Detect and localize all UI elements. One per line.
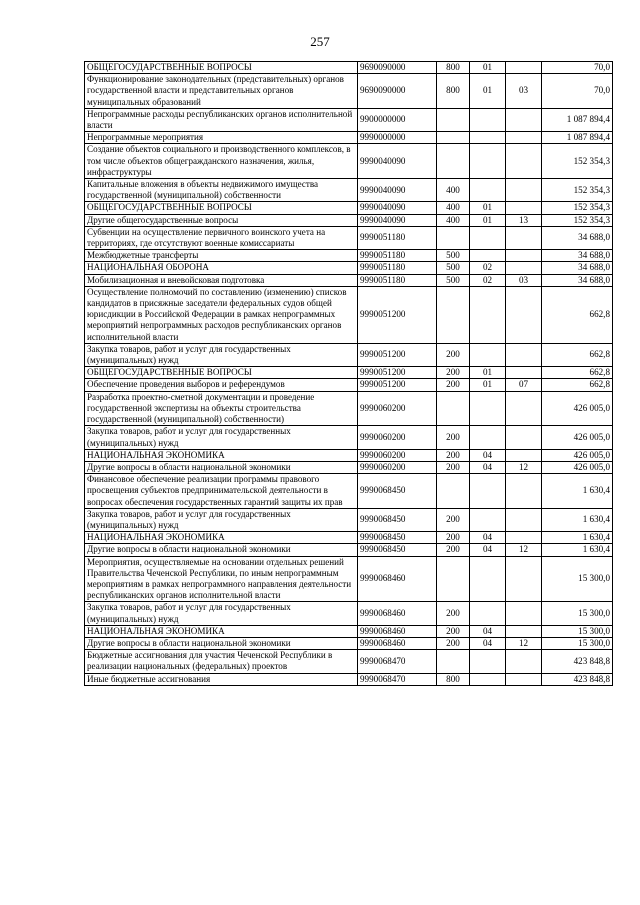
- budget-table: [84, 61, 613, 686]
- row-rz-cell: [470, 179, 506, 202]
- row-pr-cell: [506, 391, 542, 426]
- row-rz-cell: 01: [470, 379, 506, 391]
- row-rz-cell: 01: [470, 74, 506, 109]
- row-vr-cell: 200: [437, 367, 470, 379]
- row-name-cell: Закупка товаров, работ и услуг для государственных (муниципальных) нужд: [85, 343, 358, 366]
- row-amount-cell: 1 630,4: [542, 474, 613, 509]
- row-vr-cell: 200: [437, 343, 470, 366]
- row-rz-cell: 04: [470, 532, 506, 544]
- row-name-cell: Осуществление полномочий по составлению (изменению) списков кандидатов в присяжные заседатели федеральных судов общей юрисдикции в Российской Федерации в рамках непрограммных мероприятий непрограммных расходов республиканских органов исполнительной власти: [85, 286, 358, 343]
- row-rz-cell: [470, 250, 506, 262]
- row-name-cell: Другие вопросы в области национальной экономики: [85, 544, 358, 556]
- row-code-cell: 9990051200: [358, 343, 437, 366]
- row-rz-cell: 04: [470, 625, 506, 637]
- row-vr-cell: [437, 132, 470, 144]
- row-name-cell: Другие вопросы в области национальной экономики: [85, 461, 358, 473]
- row-rz-cell: 04: [470, 637, 506, 649]
- row-rz-cell: [470, 343, 506, 366]
- row-code-cell: 9990000000: [358, 132, 437, 144]
- row-code-cell: 9990051200: [358, 367, 437, 379]
- row-code-cell: 9990068460: [358, 602, 437, 625]
- row-amount-cell: 423 848,8: [542, 673, 613, 685]
- row-name-cell: ОБЩЕГОСУДАРСТВЕННЫЕ ВОПРОСЫ: [85, 367, 358, 379]
- row-amount-cell: 426 005,0: [542, 461, 613, 473]
- row-rz-cell: 04: [470, 449, 506, 461]
- row-pr-cell: [506, 226, 542, 249]
- table-row: [85, 508, 613, 531]
- row-amount-cell: 423 848,8: [542, 650, 613, 673]
- table-row: [85, 426, 613, 449]
- table-row: [85, 179, 613, 202]
- row-vr-cell: 400: [437, 202, 470, 214]
- table-row: [85, 650, 613, 673]
- row-amount-cell: 662,8: [542, 367, 613, 379]
- row-pr-cell: [506, 286, 542, 343]
- row-name-cell: Иные бюджетные ассигнования: [85, 673, 358, 685]
- table-row: [85, 379, 613, 391]
- row-amount-cell: 152 354,3: [542, 214, 613, 226]
- row-code-cell: 9990068460: [358, 556, 437, 602]
- row-amount-cell: 426 005,0: [542, 449, 613, 461]
- row-name-cell: Закупка товаров, работ и услуг для государственных (муниципальных) нужд: [85, 508, 358, 531]
- table-row: [85, 202, 613, 214]
- table-row: [85, 673, 613, 685]
- row-pr-cell: [506, 262, 542, 274]
- row-code-cell: 9990068460: [358, 625, 437, 637]
- row-name-cell: Капитальные вложения в объекты недвижимого имущества государственной (муниципальной) собственности: [85, 179, 358, 202]
- table-row: [85, 544, 613, 556]
- row-vr-cell: 500: [437, 274, 470, 286]
- row-vr-cell: 200: [437, 625, 470, 637]
- row-rz-cell: [470, 426, 506, 449]
- row-rz-cell: [470, 673, 506, 685]
- row-amount-cell: 1 630,4: [542, 532, 613, 544]
- row-amount-cell: 426 005,0: [542, 391, 613, 426]
- table-row: [85, 343, 613, 366]
- row-code-cell: 9990040090: [358, 179, 437, 202]
- row-name-cell: НАЦИОНАЛЬНАЯ ЭКОНОМИКА: [85, 625, 358, 637]
- row-vr-cell: [437, 144, 470, 179]
- row-name-cell: НАЦИОНАЛЬНАЯ ЭКОНОМИКА: [85, 532, 358, 544]
- table-row: [85, 367, 613, 379]
- row-amount-cell: 70,0: [542, 74, 613, 109]
- row-amount-cell: 15 300,0: [542, 637, 613, 649]
- row-name-cell: Создание объектов социального и производственного комплексов, в том числе объектов общегражданского назначения, жилья, инфраструктуры: [85, 144, 358, 179]
- row-pr-cell: [506, 367, 542, 379]
- row-code-cell: 9900000000: [358, 108, 437, 131]
- row-vr-cell: 200: [437, 602, 470, 625]
- row-name-cell: Субвенции на осуществление первичного воинского учета на территориях, где отсутствуют военные комиссариаты: [85, 226, 358, 249]
- row-vr-cell: 200: [437, 532, 470, 544]
- row-rz-cell: [470, 286, 506, 343]
- row-code-cell: 9990068470: [358, 673, 437, 685]
- row-rz-cell: [470, 556, 506, 602]
- row-name-cell: Мероприятия, осуществляемые на основании отдельных решений Правительства Чеченской Республики, по иным непрограммным мероприятиям в рамках непрограммного направления деятельности республиканских органов исполнительной власти: [85, 556, 358, 602]
- row-vr-cell: 400: [437, 214, 470, 226]
- row-rz-cell: 02: [470, 274, 506, 286]
- row-vr-cell: 400: [437, 179, 470, 202]
- table-row: [85, 474, 613, 509]
- row-vr-cell: [437, 556, 470, 602]
- row-pr-cell: [506, 179, 542, 202]
- row-amount-cell: 152 354,3: [542, 144, 613, 179]
- row-rz-cell: [470, 508, 506, 531]
- table-row: [85, 449, 613, 461]
- row-vr-cell: 200: [437, 637, 470, 649]
- row-name-cell: Непрограммные мероприятия: [85, 132, 358, 144]
- row-amount-cell: 662,8: [542, 379, 613, 391]
- table-row: [85, 637, 613, 649]
- row-amount-cell: 1 630,4: [542, 508, 613, 531]
- row-vr-cell: 200: [437, 379, 470, 391]
- row-code-cell: 9990040090: [358, 202, 437, 214]
- table-row: [85, 274, 613, 286]
- row-code-cell: 9990051200: [358, 286, 437, 343]
- row-name-cell: ОБЩЕГОСУДАРСТВЕННЫЕ ВОПРОСЫ: [85, 62, 358, 74]
- row-code-cell: 9690090000: [358, 62, 437, 74]
- row-rz-cell: [470, 226, 506, 249]
- row-rz-cell: 04: [470, 544, 506, 556]
- row-name-cell: Бюджетные ассигнования для участия Чеченской Республики в реализации национальных (федеральных) проектов: [85, 650, 358, 673]
- row-code-cell: 9990040090: [358, 214, 437, 226]
- row-amount-cell: 1 630,4: [542, 544, 613, 556]
- row-pr-cell: [506, 474, 542, 509]
- row-vr-cell: 200: [437, 426, 470, 449]
- row-code-cell: 9990040090: [358, 144, 437, 179]
- table-row: [85, 391, 613, 426]
- row-pr-cell: [506, 426, 542, 449]
- row-name-cell: НАЦИОНАЛЬНАЯ ОБОРОНА: [85, 262, 358, 274]
- row-code-cell: 9990051180: [358, 262, 437, 274]
- row-vr-cell: [437, 650, 470, 673]
- table-row: [85, 144, 613, 179]
- row-name-cell: Другие общегосударственные вопросы: [85, 214, 358, 226]
- row-rz-cell: [470, 132, 506, 144]
- row-rz-cell: [470, 650, 506, 673]
- row-pr-cell: 03: [506, 74, 542, 109]
- row-name-cell: Другие вопросы в области национальной экономики: [85, 637, 358, 649]
- row-vr-cell: [437, 108, 470, 131]
- row-code-cell: 9990068470: [358, 650, 437, 673]
- table-row: [85, 250, 613, 262]
- row-code-cell: 9990068450: [358, 508, 437, 531]
- row-rz-cell: [470, 602, 506, 625]
- row-name-cell: Обеспечение проведения выборов и референдумов: [85, 379, 358, 391]
- row-pr-cell: 07: [506, 379, 542, 391]
- row-pr-cell: [506, 625, 542, 637]
- row-rz-cell: [470, 144, 506, 179]
- row-pr-cell: [506, 144, 542, 179]
- row-pr-cell: [506, 508, 542, 531]
- row-vr-cell: 800: [437, 74, 470, 109]
- row-rz-cell: 02: [470, 262, 506, 274]
- row-name-cell: Непрограммные расходы республиканских органов исполнительной власти: [85, 108, 358, 131]
- row-amount-cell: 1 087 894,4: [542, 132, 613, 144]
- row-rz-cell: 01: [470, 202, 506, 214]
- row-pr-cell: [506, 343, 542, 366]
- row-code-cell: 9990051180: [358, 250, 437, 262]
- row-pr-cell: 03: [506, 274, 542, 286]
- row-pr-cell: [506, 556, 542, 602]
- row-name-cell: Закупка товаров, работ и услуг для государственных (муниципальных) нужд: [85, 426, 358, 449]
- row-amount-cell: 34 688,0: [542, 262, 613, 274]
- row-amount-cell: 1 087 894,4: [542, 108, 613, 131]
- row-vr-cell: 200: [437, 461, 470, 473]
- row-amount-cell: 426 005,0: [542, 426, 613, 449]
- table-row: [85, 556, 613, 602]
- table-row: [85, 74, 613, 109]
- row-rz-cell: 01: [470, 367, 506, 379]
- row-name-cell: Функционирование законодательных (представительных) органов государственной власти и представительных органов муниципальных образований: [85, 74, 358, 109]
- row-name-cell: НАЦИОНАЛЬНАЯ ЭКОНОМИКА: [85, 449, 358, 461]
- row-name-cell: ОБЩЕГОСУДАРСТВЕННЫЕ ВОПРОСЫ: [85, 202, 358, 214]
- row-amount-cell: 34 688,0: [542, 226, 613, 249]
- row-vr-cell: 500: [437, 262, 470, 274]
- table-row: [85, 602, 613, 625]
- row-code-cell: 9990060200: [358, 461, 437, 473]
- row-pr-cell: [506, 62, 542, 74]
- row-code-cell: 9990051180: [358, 226, 437, 249]
- row-pr-cell: [506, 673, 542, 685]
- row-amount-cell: 15 300,0: [542, 625, 613, 637]
- row-pr-cell: 12: [506, 637, 542, 649]
- table-row: [85, 62, 613, 74]
- row-code-cell: 9990060200: [358, 426, 437, 449]
- row-code-cell: 9990060200: [358, 391, 437, 426]
- row-amount-cell: 70,0: [542, 62, 613, 74]
- row-rz-cell: [470, 474, 506, 509]
- row-pr-cell: [506, 532, 542, 544]
- row-code-cell: 9990051200: [358, 379, 437, 391]
- row-pr-cell: [506, 132, 542, 144]
- row-rz-cell: 01: [470, 62, 506, 74]
- row-pr-cell: [506, 108, 542, 131]
- row-vr-cell: [437, 391, 470, 426]
- row-vr-cell: 800: [437, 673, 470, 685]
- row-code-cell: 9990060200: [358, 449, 437, 461]
- row-code-cell: 9990068460: [358, 637, 437, 649]
- row-pr-cell: [506, 449, 542, 461]
- row-code-cell: 9990068450: [358, 474, 437, 509]
- row-vr-cell: 200: [437, 544, 470, 556]
- row-amount-cell: 662,8: [542, 343, 613, 366]
- row-name-cell: Финансовое обеспечение реализации программы правового просвещения субъектов предпринимательской деятельности в вопросах обеспечения государственных гарантий защиты их прав: [85, 474, 358, 509]
- row-vr-cell: [437, 474, 470, 509]
- row-pr-cell: [506, 602, 542, 625]
- row-amount-cell: 34 688,0: [542, 250, 613, 262]
- table-row: [85, 286, 613, 343]
- row-amount-cell: 152 354,3: [542, 202, 613, 214]
- row-amount-cell: 15 300,0: [542, 602, 613, 625]
- row-code-cell: 9990051180: [358, 274, 437, 286]
- row-rz-cell: 01: [470, 214, 506, 226]
- row-pr-cell: [506, 202, 542, 214]
- row-pr-cell: 13: [506, 214, 542, 226]
- row-amount-cell: 662,8: [542, 286, 613, 343]
- row-vr-cell: 200: [437, 449, 470, 461]
- row-amount-cell: 15 300,0: [542, 556, 613, 602]
- row-pr-cell: 12: [506, 544, 542, 556]
- row-name-cell: Разработка проектно-сметной документации и проведение государственной экспертизы на объекты строительства государственной (муниципальной) собственности): [85, 391, 358, 426]
- row-code-cell: 9990068450: [358, 532, 437, 544]
- row-name-cell: Закупка товаров, работ и услуг для государственных (муниципальных) нужд: [85, 602, 358, 625]
- row-code-cell: 9690090000: [358, 74, 437, 109]
- table-row: [85, 108, 613, 131]
- row-vr-cell: [437, 226, 470, 249]
- row-rz-cell: [470, 391, 506, 426]
- table-row: [85, 132, 613, 144]
- row-rz-cell: 04: [470, 461, 506, 473]
- row-vr-cell: [437, 286, 470, 343]
- table-row: [85, 262, 613, 274]
- row-amount-cell: 152 354,3: [542, 179, 613, 202]
- row-name-cell: Межбюджетные трансферты: [85, 250, 358, 262]
- row-name-cell: Мобилизационная и вневойсковая подготовка: [85, 274, 358, 286]
- row-vr-cell: 800: [437, 62, 470, 74]
- row-vr-cell: 200: [437, 508, 470, 531]
- table-row: [85, 214, 613, 226]
- row-amount-cell: 34 688,0: [542, 274, 613, 286]
- table-row: [85, 532, 613, 544]
- row-rz-cell: [470, 108, 506, 131]
- row-pr-cell: [506, 650, 542, 673]
- row-code-cell: 9990068450: [358, 544, 437, 556]
- table-row: [85, 625, 613, 637]
- table-row: [85, 461, 613, 473]
- page-number: 257: [310, 34, 330, 49]
- table-row: [85, 226, 613, 249]
- row-vr-cell: 500: [437, 250, 470, 262]
- row-pr-cell: 12: [506, 461, 542, 473]
- row-pr-cell: [506, 250, 542, 262]
